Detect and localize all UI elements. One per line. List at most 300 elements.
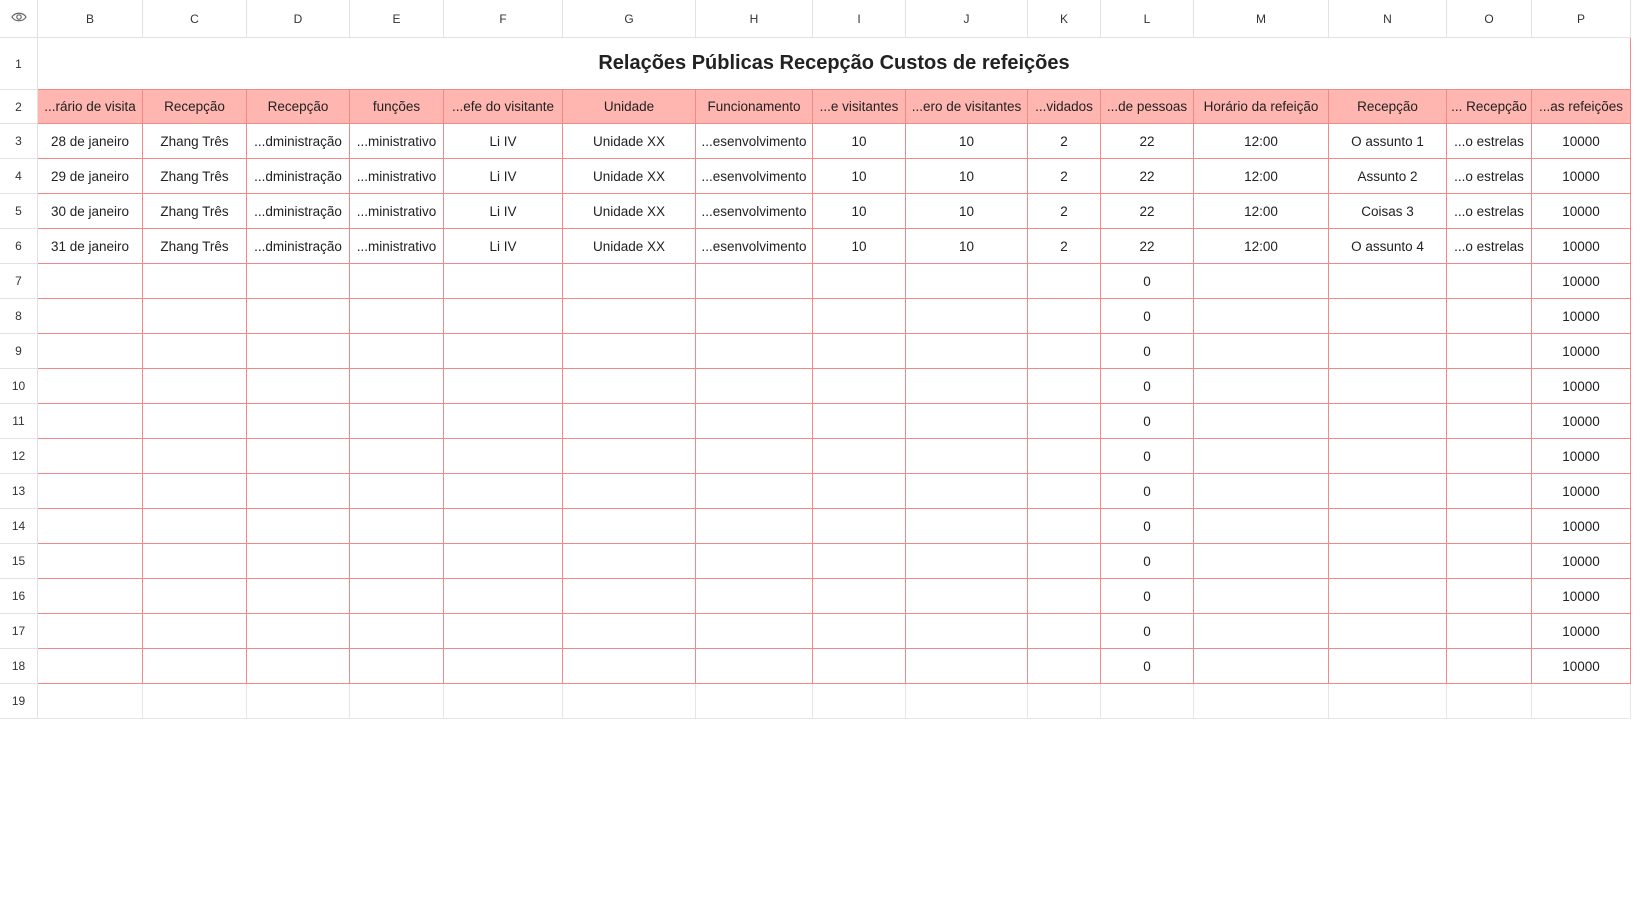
table-cell[interactable]: 0 [1101,474,1194,509]
table-cell[interactable] [143,649,247,684]
table-cell[interactable] [1194,299,1329,334]
table-cell[interactable] [813,369,906,404]
column-title-cell[interactable]: ...e visitantes [813,90,906,124]
column-header-m[interactable]: M [1194,0,1329,38]
table-cell[interactable] [563,579,696,614]
empty-cell[interactable] [444,684,563,719]
column-title-cell[interactable]: ... Recepção [1447,90,1532,124]
table-cell[interactable]: 10000 [1532,229,1631,264]
table-cell[interactable]: 0 [1101,579,1194,614]
table-cell[interactable]: Assunto 2 [1329,159,1447,194]
table-cell[interactable]: 0 [1101,614,1194,649]
table-cell[interactable] [906,404,1028,439]
empty-cell[interactable] [1101,684,1194,719]
table-cell[interactable] [143,404,247,439]
table-cell[interactable] [813,334,906,369]
table-cell[interactable] [38,474,143,509]
column-header-g[interactable]: G [563,0,696,38]
table-cell[interactable] [350,299,444,334]
table-cell[interactable] [906,509,1028,544]
table-cell[interactable] [350,439,444,474]
row-header-15[interactable]: 15 [0,544,38,579]
table-cell[interactable] [1028,369,1101,404]
table-cell[interactable]: ...dministração [247,124,350,159]
table-cell[interactable] [813,614,906,649]
column-title-cell[interactable]: ...de pessoas [1101,90,1194,124]
table-cell[interactable] [563,614,696,649]
table-cell[interactable] [1194,334,1329,369]
table-cell[interactable]: Coisas 3 [1329,194,1447,229]
row-header-13[interactable]: 13 [0,474,38,509]
table-cell[interactable] [696,579,813,614]
table-cell[interactable]: 0 [1101,649,1194,684]
table-cell[interactable] [563,264,696,299]
table-cell[interactable]: 12:00 [1194,159,1329,194]
table-cell[interactable] [813,474,906,509]
column-header-p[interactable]: P [1532,0,1631,38]
table-cell[interactable] [906,439,1028,474]
table-cell[interactable] [1194,369,1329,404]
table-cell[interactable]: Zhang Três [143,159,247,194]
table-cell[interactable]: 22 [1101,124,1194,159]
table-cell[interactable]: 10000 [1532,509,1631,544]
table-cell[interactable] [1028,614,1101,649]
table-cell[interactable] [444,404,563,439]
table-cell[interactable] [444,544,563,579]
table-cell[interactable] [247,369,350,404]
empty-cell[interactable] [563,684,696,719]
table-cell[interactable] [1447,334,1532,369]
eye-icon[interactable] [11,11,27,26]
table-cell[interactable]: ...esenvolvimento [696,229,813,264]
row-header-19[interactable]: 19 [0,684,38,719]
table-cell[interactable]: Zhang Três [143,229,247,264]
table-cell[interactable] [444,509,563,544]
table-cell[interactable]: ...o estrelas [1447,159,1532,194]
table-cell[interactable] [143,614,247,649]
table-cell[interactable]: 10000 [1532,404,1631,439]
table-cell[interactable] [444,579,563,614]
empty-cell[interactable] [813,684,906,719]
table-cell[interactable] [906,649,1028,684]
table-cell[interactable]: 28 de janeiro [38,124,143,159]
empty-cell[interactable] [350,684,444,719]
table-cell[interactable] [1447,439,1532,474]
table-cell[interactable]: ...ministrativo [350,159,444,194]
table-cell[interactable]: 10000 [1532,124,1631,159]
table-cell[interactable] [1329,334,1447,369]
table-cell[interactable]: 10 [813,194,906,229]
row-header-12[interactable]: 12 [0,439,38,474]
table-cell[interactable] [143,579,247,614]
table-cell[interactable] [1329,614,1447,649]
table-cell[interactable] [143,544,247,579]
table-cell[interactable] [1329,369,1447,404]
table-cell[interactable] [143,369,247,404]
table-cell[interactable] [696,649,813,684]
table-cell[interactable] [350,509,444,544]
table-cell[interactable] [1028,299,1101,334]
table-cell[interactable]: 12:00 [1194,229,1329,264]
table-cell[interactable] [247,334,350,369]
table-cell[interactable] [247,579,350,614]
empty-cell[interactable] [696,684,813,719]
table-cell[interactable] [696,474,813,509]
table-cell[interactable]: 12:00 [1194,194,1329,229]
table-cell[interactable]: 10 [906,124,1028,159]
table-cell[interactable] [444,649,563,684]
table-cell[interactable]: 10000 [1532,649,1631,684]
table-cell[interactable]: Li IV [444,159,563,194]
table-cell[interactable]: 22 [1101,194,1194,229]
table-cell[interactable] [38,544,143,579]
table-cell[interactable] [1329,579,1447,614]
table-cell[interactable]: 0 [1101,334,1194,369]
column-title-cell[interactable]: Recepção [143,90,247,124]
table-cell[interactable]: 22 [1101,229,1194,264]
table-cell[interactable] [1447,614,1532,649]
table-cell[interactable] [1028,474,1101,509]
table-cell[interactable] [1194,404,1329,439]
table-cell[interactable] [38,299,143,334]
table-cell[interactable] [444,474,563,509]
table-cell[interactable] [1329,439,1447,474]
table-cell[interactable]: ...esenvolvimento [696,124,813,159]
table-cell[interactable]: 10000 [1532,194,1631,229]
table-cell[interactable]: 2 [1028,124,1101,159]
table-cell[interactable]: 2 [1028,194,1101,229]
table-cell[interactable] [444,614,563,649]
table-cell[interactable] [247,264,350,299]
table-cell[interactable]: Zhang Três [143,124,247,159]
table-cell[interactable] [1028,544,1101,579]
table-cell[interactable] [1194,579,1329,614]
table-cell[interactable]: 10 [906,229,1028,264]
row-header-11[interactable]: 11 [0,404,38,439]
table-cell[interactable] [1329,649,1447,684]
empty-cell[interactable] [1329,684,1447,719]
table-cell[interactable]: 12:00 [1194,124,1329,159]
table-cell[interactable] [444,299,563,334]
column-header-j[interactable]: J [906,0,1028,38]
row-header-17[interactable]: 17 [0,614,38,649]
table-cell[interactable] [1329,474,1447,509]
table-cell[interactable] [247,544,350,579]
table-cell[interactable] [696,439,813,474]
table-cell[interactable] [1194,439,1329,474]
row-header-18[interactable]: 18 [0,649,38,684]
table-cell[interactable] [563,334,696,369]
table-cell[interactable] [696,334,813,369]
table-cell[interactable]: 10 [906,159,1028,194]
table-cell[interactable] [1028,649,1101,684]
table-cell[interactable]: Li IV [444,229,563,264]
table-cell[interactable] [1329,544,1447,579]
table-cell[interactable]: ...ministrativo [350,124,444,159]
table-cell[interactable] [813,299,906,334]
table-cell[interactable] [143,474,247,509]
table-cell[interactable] [444,264,563,299]
table-cell[interactable] [38,439,143,474]
column-title-cell[interactable]: ...vidados [1028,90,1101,124]
row-header-7[interactable]: 7 [0,264,38,299]
table-cell[interactable] [143,509,247,544]
table-cell[interactable] [247,299,350,334]
table-cell[interactable]: 10 [813,229,906,264]
table-cell[interactable] [1028,404,1101,439]
table-cell[interactable] [1028,509,1101,544]
table-cell[interactable] [563,474,696,509]
column-header-h[interactable]: H [696,0,813,38]
table-cell[interactable] [906,544,1028,579]
table-cell[interactable]: 22 [1101,159,1194,194]
column-title-cell[interactable]: Recepção [247,90,350,124]
sheet-title[interactable]: Relações Públicas Recepção Custos de refeições [38,38,1631,90]
table-cell[interactable] [1447,509,1532,544]
empty-cell[interactable] [1028,684,1101,719]
column-header-c[interactable]: C [143,0,247,38]
column-header-f[interactable]: F [444,0,563,38]
row-header-2[interactable]: 2 [0,90,38,124]
table-cell[interactable]: 0 [1101,404,1194,439]
table-cell[interactable]: 10000 [1532,334,1631,369]
table-cell[interactable]: 0 [1101,264,1194,299]
table-cell[interactable]: ...esenvolvimento [696,194,813,229]
table-cell[interactable]: Li IV [444,124,563,159]
row-header-6[interactable]: 6 [0,229,38,264]
table-cell[interactable] [563,299,696,334]
table-cell[interactable]: Unidade XX [563,194,696,229]
table-cell[interactable] [143,299,247,334]
table-cell[interactable] [1028,334,1101,369]
table-cell[interactable]: 31 de janeiro [38,229,143,264]
column-header-n[interactable]: N [1329,0,1447,38]
table-cell[interactable]: 10000 [1532,614,1631,649]
column-title-cell[interactable]: Funcionamento [696,90,813,124]
table-cell[interactable]: ...dministração [247,159,350,194]
table-cell[interactable] [444,334,563,369]
table-cell[interactable] [1194,509,1329,544]
row-header-8[interactable]: 8 [0,299,38,334]
table-cell[interactable]: 2 [1028,229,1101,264]
table-cell[interactable] [1028,579,1101,614]
table-cell[interactable] [38,509,143,544]
row-header-5[interactable]: 5 [0,194,38,229]
row-header-9[interactable]: 9 [0,334,38,369]
table-cell[interactable] [38,404,143,439]
table-cell[interactable] [813,649,906,684]
table-cell[interactable]: 10 [813,159,906,194]
table-cell[interactable]: 0 [1101,544,1194,579]
table-cell[interactable]: 0 [1101,439,1194,474]
table-cell[interactable] [247,509,350,544]
column-header-k[interactable]: K [1028,0,1101,38]
column-title-cell[interactable]: ...rário de visita [38,90,143,124]
empty-cell[interactable] [143,684,247,719]
table-cell[interactable] [1194,649,1329,684]
table-cell[interactable] [696,404,813,439]
table-cell[interactable] [350,334,444,369]
table-cell[interactable] [696,299,813,334]
table-cell[interactable] [350,264,444,299]
table-cell[interactable] [1194,614,1329,649]
table-cell[interactable] [1447,264,1532,299]
table-cell[interactable]: 10000 [1532,544,1631,579]
column-title-cell[interactable]: Unidade [563,90,696,124]
table-cell[interactable] [38,369,143,404]
table-cell[interactable] [1194,264,1329,299]
table-cell[interactable] [143,439,247,474]
table-cell[interactable]: 10000 [1532,474,1631,509]
column-header-b[interactable]: B [38,0,143,38]
table-cell[interactable] [563,649,696,684]
table-cell[interactable] [563,404,696,439]
column-title-cell[interactable]: ...as refeições [1532,90,1631,124]
table-cell[interactable] [813,404,906,439]
table-cell[interactable] [906,334,1028,369]
table-cell[interactable]: 0 [1101,299,1194,334]
table-cell[interactable] [906,474,1028,509]
table-cell[interactable]: 30 de janeiro [38,194,143,229]
table-cell[interactable] [1447,369,1532,404]
table-cell[interactable] [350,474,444,509]
table-cell[interactable] [906,579,1028,614]
row-header-1[interactable]: 1 [0,38,38,90]
table-cell[interactable] [906,264,1028,299]
table-cell[interactable]: 0 [1101,369,1194,404]
table-cell[interactable] [38,614,143,649]
column-title-cell[interactable]: Recepção [1329,90,1447,124]
column-title-cell[interactable]: Horário da refeição [1194,90,1329,124]
table-cell[interactable] [1028,439,1101,474]
select-all-corner[interactable] [0,0,38,38]
row-header-4[interactable]: 4 [0,159,38,194]
table-cell[interactable] [696,369,813,404]
table-cell[interactable]: Unidade XX [563,159,696,194]
table-cell[interactable] [1447,544,1532,579]
row-header-16[interactable]: 16 [0,579,38,614]
table-cell[interactable] [1447,404,1532,439]
table-cell[interactable]: 10000 [1532,159,1631,194]
table-cell[interactable]: 10000 [1532,299,1631,334]
table-cell[interactable]: ...o estrelas [1447,194,1532,229]
table-cell[interactable] [350,544,444,579]
table-cell[interactable] [247,439,350,474]
table-cell[interactable]: ...ministrativo [350,194,444,229]
column-header-l[interactable]: L [1101,0,1194,38]
table-cell[interactable]: 10 [813,124,906,159]
table-cell[interactable]: 0 [1101,509,1194,544]
table-cell[interactable] [38,649,143,684]
table-cell[interactable] [813,264,906,299]
table-cell[interactable] [247,649,350,684]
table-cell[interactable] [444,439,563,474]
row-header-14[interactable]: 14 [0,509,38,544]
empty-cell[interactable] [247,684,350,719]
table-cell[interactable] [1329,509,1447,544]
table-cell[interactable] [696,264,813,299]
table-cell[interactable]: O assunto 4 [1329,229,1447,264]
table-cell[interactable] [143,264,247,299]
table-cell[interactable]: Unidade XX [563,229,696,264]
table-cell[interactable]: 10 [906,194,1028,229]
table-cell[interactable] [1447,299,1532,334]
table-cell[interactable]: ...esenvolvimento [696,159,813,194]
table-cell[interactable] [1447,579,1532,614]
table-cell[interactable] [1447,474,1532,509]
table-cell[interactable] [350,369,444,404]
row-header-10[interactable]: 10 [0,369,38,404]
table-cell[interactable] [696,544,813,579]
empty-cell[interactable] [1447,684,1532,719]
table-cell[interactable] [906,369,1028,404]
table-cell[interactable] [38,334,143,369]
table-cell[interactable] [38,579,143,614]
empty-cell[interactable] [1194,684,1329,719]
table-cell[interactable]: 29 de janeiro [38,159,143,194]
table-cell[interactable]: Unidade XX [563,124,696,159]
column-header-d[interactable]: D [247,0,350,38]
table-cell[interactable] [563,544,696,579]
column-header-e[interactable]: E [350,0,444,38]
table-cell[interactable]: ...ministrativo [350,229,444,264]
empty-cell[interactable] [1532,684,1631,719]
table-cell[interactable]: ...o estrelas [1447,229,1532,264]
table-cell[interactable]: 10000 [1532,579,1631,614]
table-cell[interactable] [813,544,906,579]
empty-cell[interactable] [38,684,143,719]
table-cell[interactable] [350,579,444,614]
table-cell[interactable] [350,614,444,649]
table-cell[interactable] [1194,544,1329,579]
table-cell[interactable] [247,614,350,649]
table-cell[interactable] [247,404,350,439]
table-cell[interactable]: Zhang Três [143,194,247,229]
table-cell[interactable] [247,474,350,509]
empty-cell[interactable] [906,684,1028,719]
table-cell[interactable] [444,369,563,404]
table-cell[interactable]: 10000 [1532,439,1631,474]
column-header-o[interactable]: O [1447,0,1532,38]
table-cell[interactable] [906,299,1028,334]
table-cell[interactable] [1447,649,1532,684]
row-header-3[interactable]: 3 [0,124,38,159]
column-header-i[interactable]: I [813,0,906,38]
table-cell[interactable] [1329,404,1447,439]
table-cell[interactable] [1194,474,1329,509]
table-cell[interactable]: 10000 [1532,264,1631,299]
column-title-cell[interactable]: ...ero de visitantes [906,90,1028,124]
table-cell[interactable] [696,509,813,544]
table-cell[interactable] [563,369,696,404]
table-cell[interactable] [813,579,906,614]
table-cell[interactable]: O assunto 1 [1329,124,1447,159]
table-cell[interactable]: ...o estrelas [1447,124,1532,159]
column-title-cell[interactable]: funções [350,90,444,124]
table-cell[interactable]: ...dministração [247,194,350,229]
table-cell[interactable] [563,439,696,474]
table-cell[interactable] [563,509,696,544]
table-cell[interactable]: ...dministração [247,229,350,264]
column-title-cell[interactable]: ...efe do visitante [444,90,563,124]
table-cell[interactable] [38,264,143,299]
table-cell[interactable]: 2 [1028,159,1101,194]
table-cell[interactable]: 10000 [1532,369,1631,404]
table-cell[interactable] [906,614,1028,649]
table-cell[interactable] [350,404,444,439]
table-cell[interactable] [813,439,906,474]
table-cell[interactable] [1329,264,1447,299]
